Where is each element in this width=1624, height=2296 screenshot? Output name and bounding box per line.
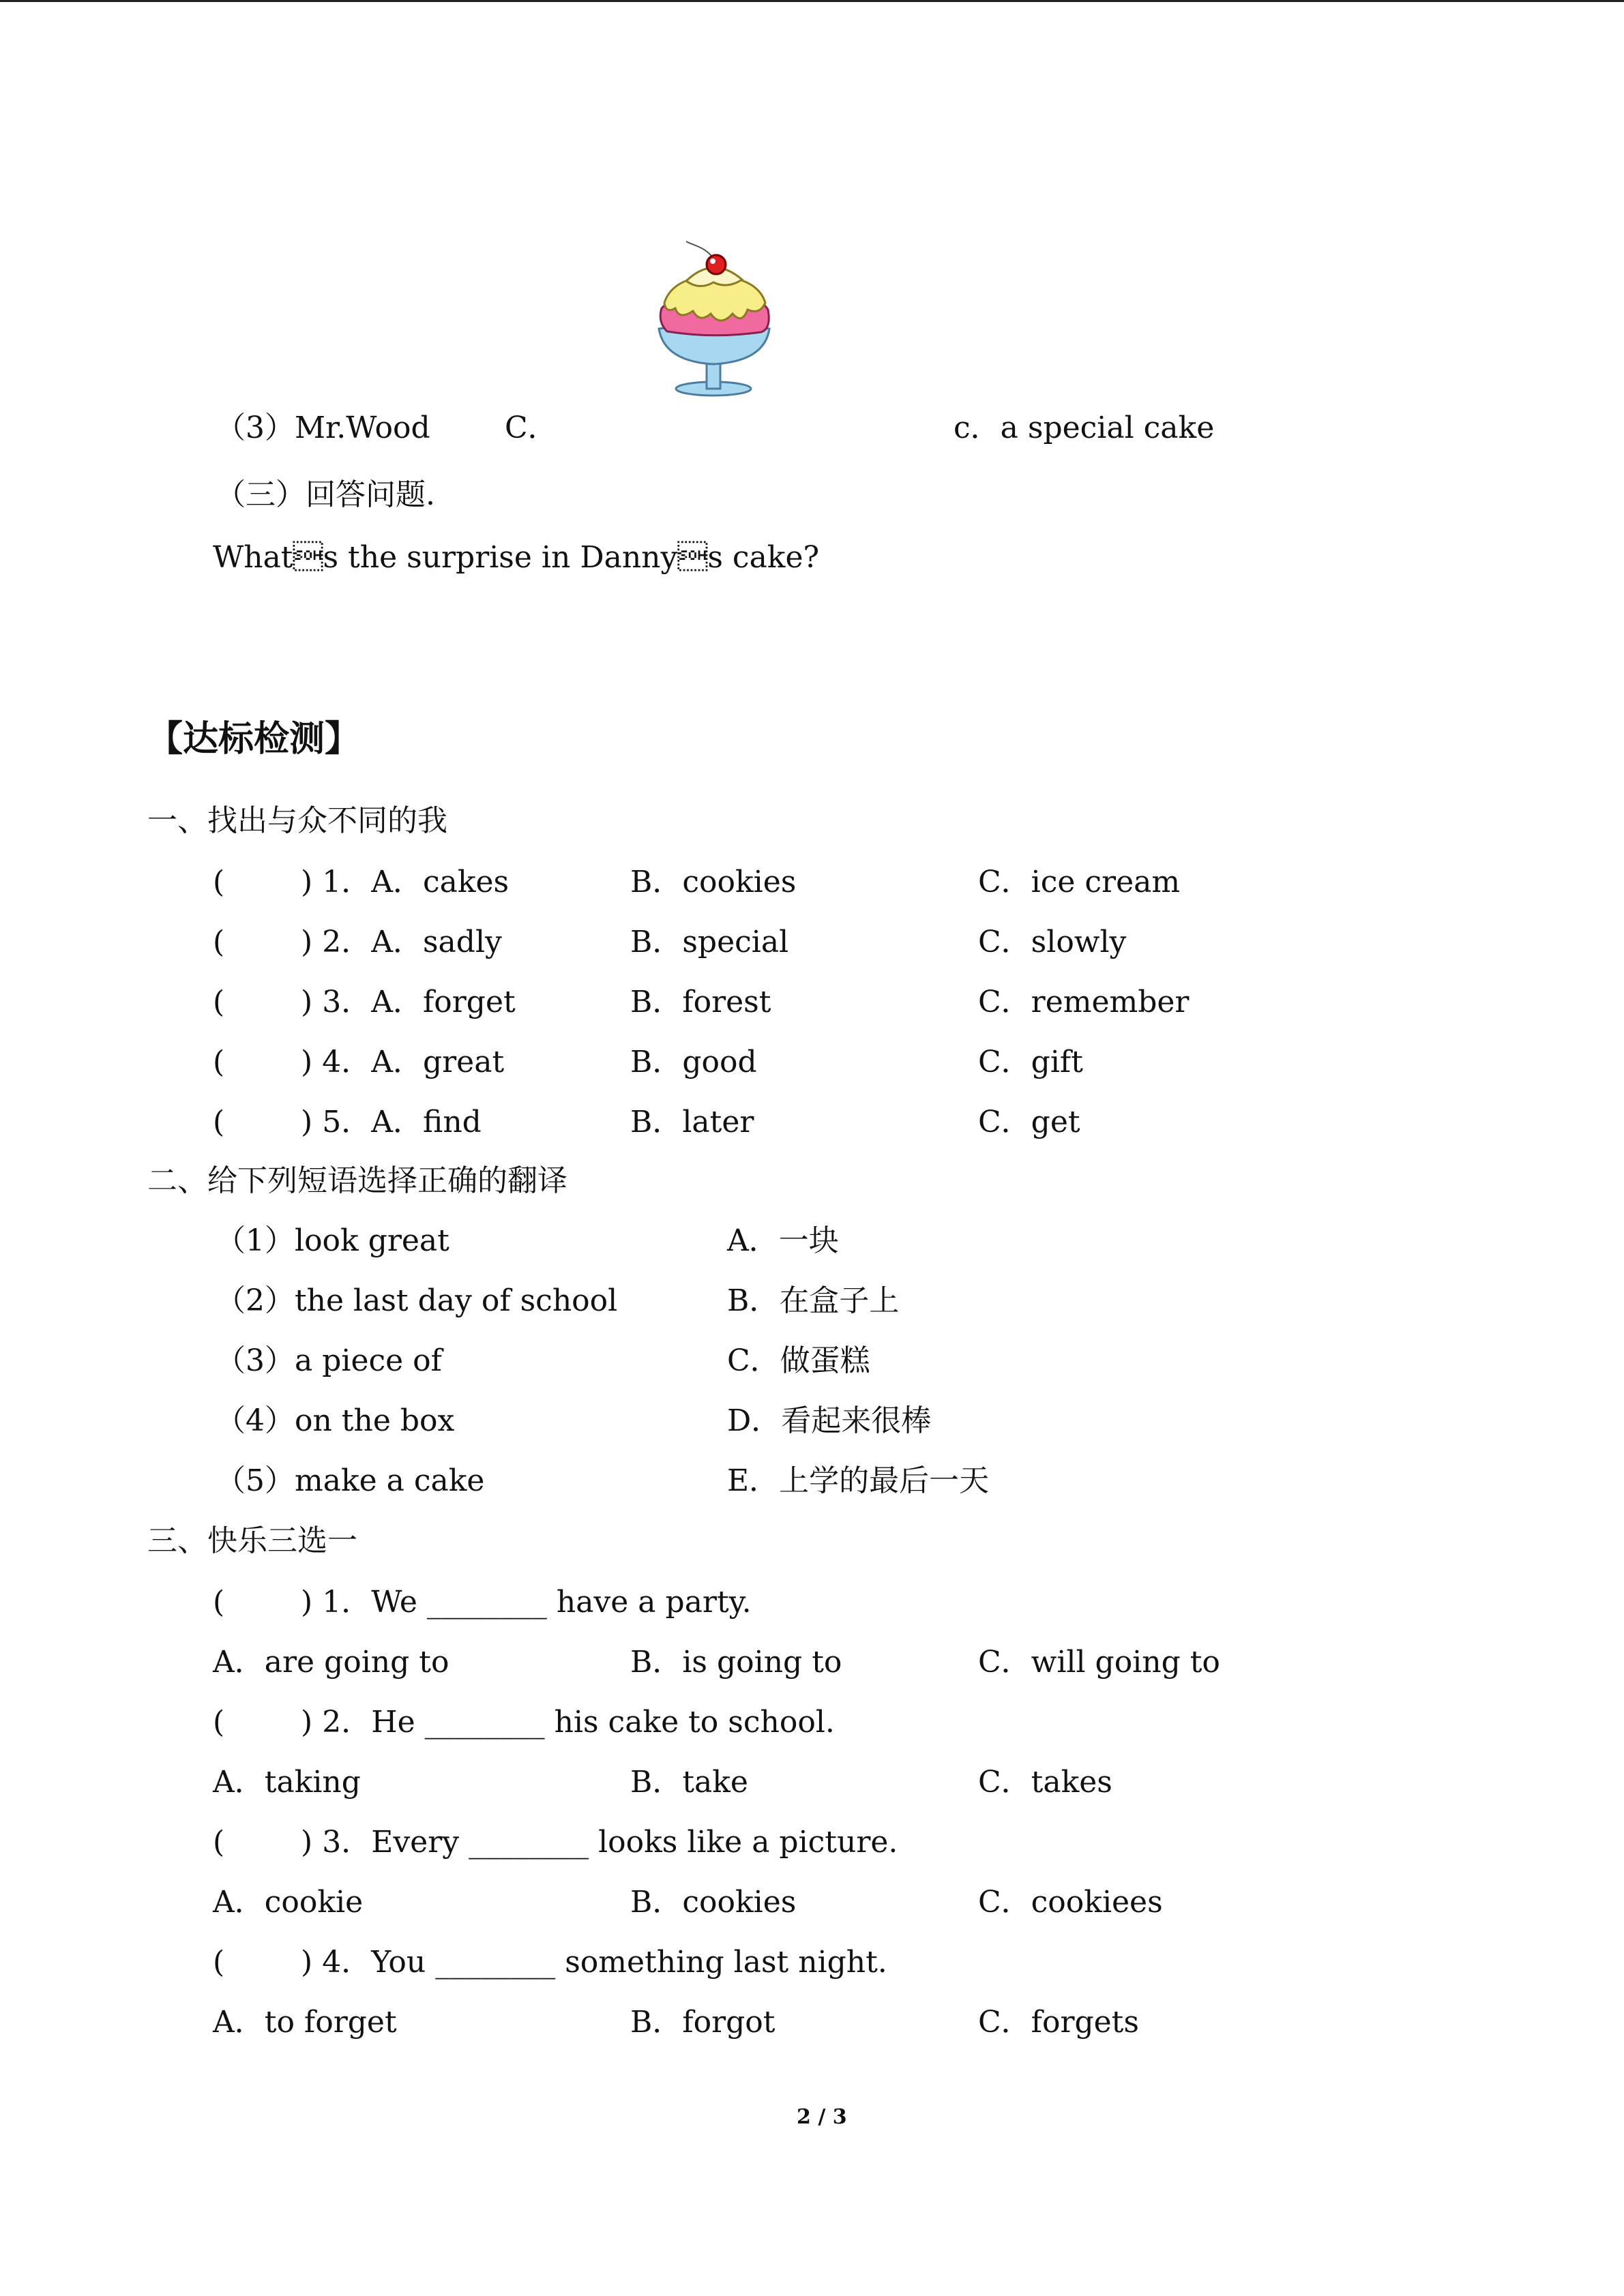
part-3-option-c: C．forgets xyxy=(978,2005,1139,2040)
match-row-3-number: （3）Mr.Wood xyxy=(216,411,430,445)
part-2-translation: C．做蛋糕 xyxy=(727,1343,870,1378)
part-1-option-c: C．slowly xyxy=(978,925,1127,959)
part-1-option-b: B．cookies xyxy=(630,865,797,899)
part-3-question: ( ) 3．Every ________ looks like a picture. xyxy=(213,1825,898,1860)
part-2-phrase: （4）on the box xyxy=(216,1403,455,1438)
part-2-title: 二、给下列短语选择正确的翻译 xyxy=(147,1163,567,1198)
part-1-title: 一、找出与众不同的我 xyxy=(147,803,447,838)
part-3-option-c: C．takes xyxy=(978,1765,1112,1800)
part-2-translation: B．在盒子上 xyxy=(727,1283,900,1318)
part-1-option-b: B．later xyxy=(630,1105,754,1139)
part-1-option-c: C．gift xyxy=(978,1045,1083,1079)
part-2-phrase: （3）a piece of xyxy=(216,1343,442,1378)
page-number: 2 / 3 xyxy=(797,2105,847,2129)
match-row-3-option: C． xyxy=(505,411,558,445)
part-3-option-c: C．will going to xyxy=(978,1645,1220,1680)
part-1-option-b: B．special xyxy=(630,925,789,959)
part-3-option-a: A．to forget xyxy=(213,2005,397,2040)
part-3-option-c: C．cookiees xyxy=(978,1885,1163,1920)
part-3-option-b: B．is going to xyxy=(630,1645,842,1680)
part-1-option-b: B．good xyxy=(630,1045,757,1079)
part-2-translation: E．上学的最后一天 xyxy=(727,1463,990,1498)
part-2-phrase: （1）look great xyxy=(216,1223,449,1258)
part-2-translation: D．看起来很棒 xyxy=(727,1403,932,1438)
match-row-3-answer: c．a special cake xyxy=(954,411,1215,445)
part-1-option-c: C．ice cream xyxy=(978,865,1181,899)
part-3-question: ( ) 2．He ________ his cake to school. xyxy=(213,1705,835,1740)
part-3-option-b: B．forgot xyxy=(630,2005,776,2040)
part-3-option-a: A．are going to xyxy=(213,1645,449,1680)
part-1-question: ( ) 3．A．forget xyxy=(213,985,516,1019)
page-heading: 【达标检测】 xyxy=(147,719,361,760)
section-3-title: （三）回答问题. xyxy=(216,477,435,512)
part-3-question: ( ) 1．We ________ have a party. xyxy=(213,1585,752,1620)
part-2-phrase: （2）the last day of school xyxy=(216,1283,618,1318)
part-3-option-b: B．take xyxy=(630,1765,748,1800)
part-1-question: ( ) 1．A．cakes xyxy=(213,865,510,899)
part-3-option-a: A．cookie xyxy=(213,1885,364,1920)
part-3-question: ( ) 4．You ________ something last night. xyxy=(213,1945,887,1980)
part-1-option-c: C．remember xyxy=(978,985,1190,1019)
question-text: Whats the surprise in Dannys cake? xyxy=(213,540,820,575)
ice-cream-sundae-icon xyxy=(652,240,775,404)
part-1-question: ( ) 5．A．find xyxy=(213,1105,482,1139)
part-2-phrase: （5）make a cake xyxy=(216,1463,485,1498)
part-1-question: ( ) 4．A．great xyxy=(213,1045,505,1079)
part-1-option-b: B．forest xyxy=(630,985,771,1019)
part-1-option-c: C．get xyxy=(978,1105,1080,1139)
part-1-question: ( ) 2．A．sadly xyxy=(213,925,502,959)
part-3-option-a: A．taking xyxy=(213,1765,361,1800)
part-2-translation: A．一块 xyxy=(727,1223,839,1258)
page-top-border xyxy=(0,0,1624,2)
part-3-title: 三、快乐三选一 xyxy=(147,1523,357,1558)
part-3-option-b: B．cookies xyxy=(630,1885,797,1920)
